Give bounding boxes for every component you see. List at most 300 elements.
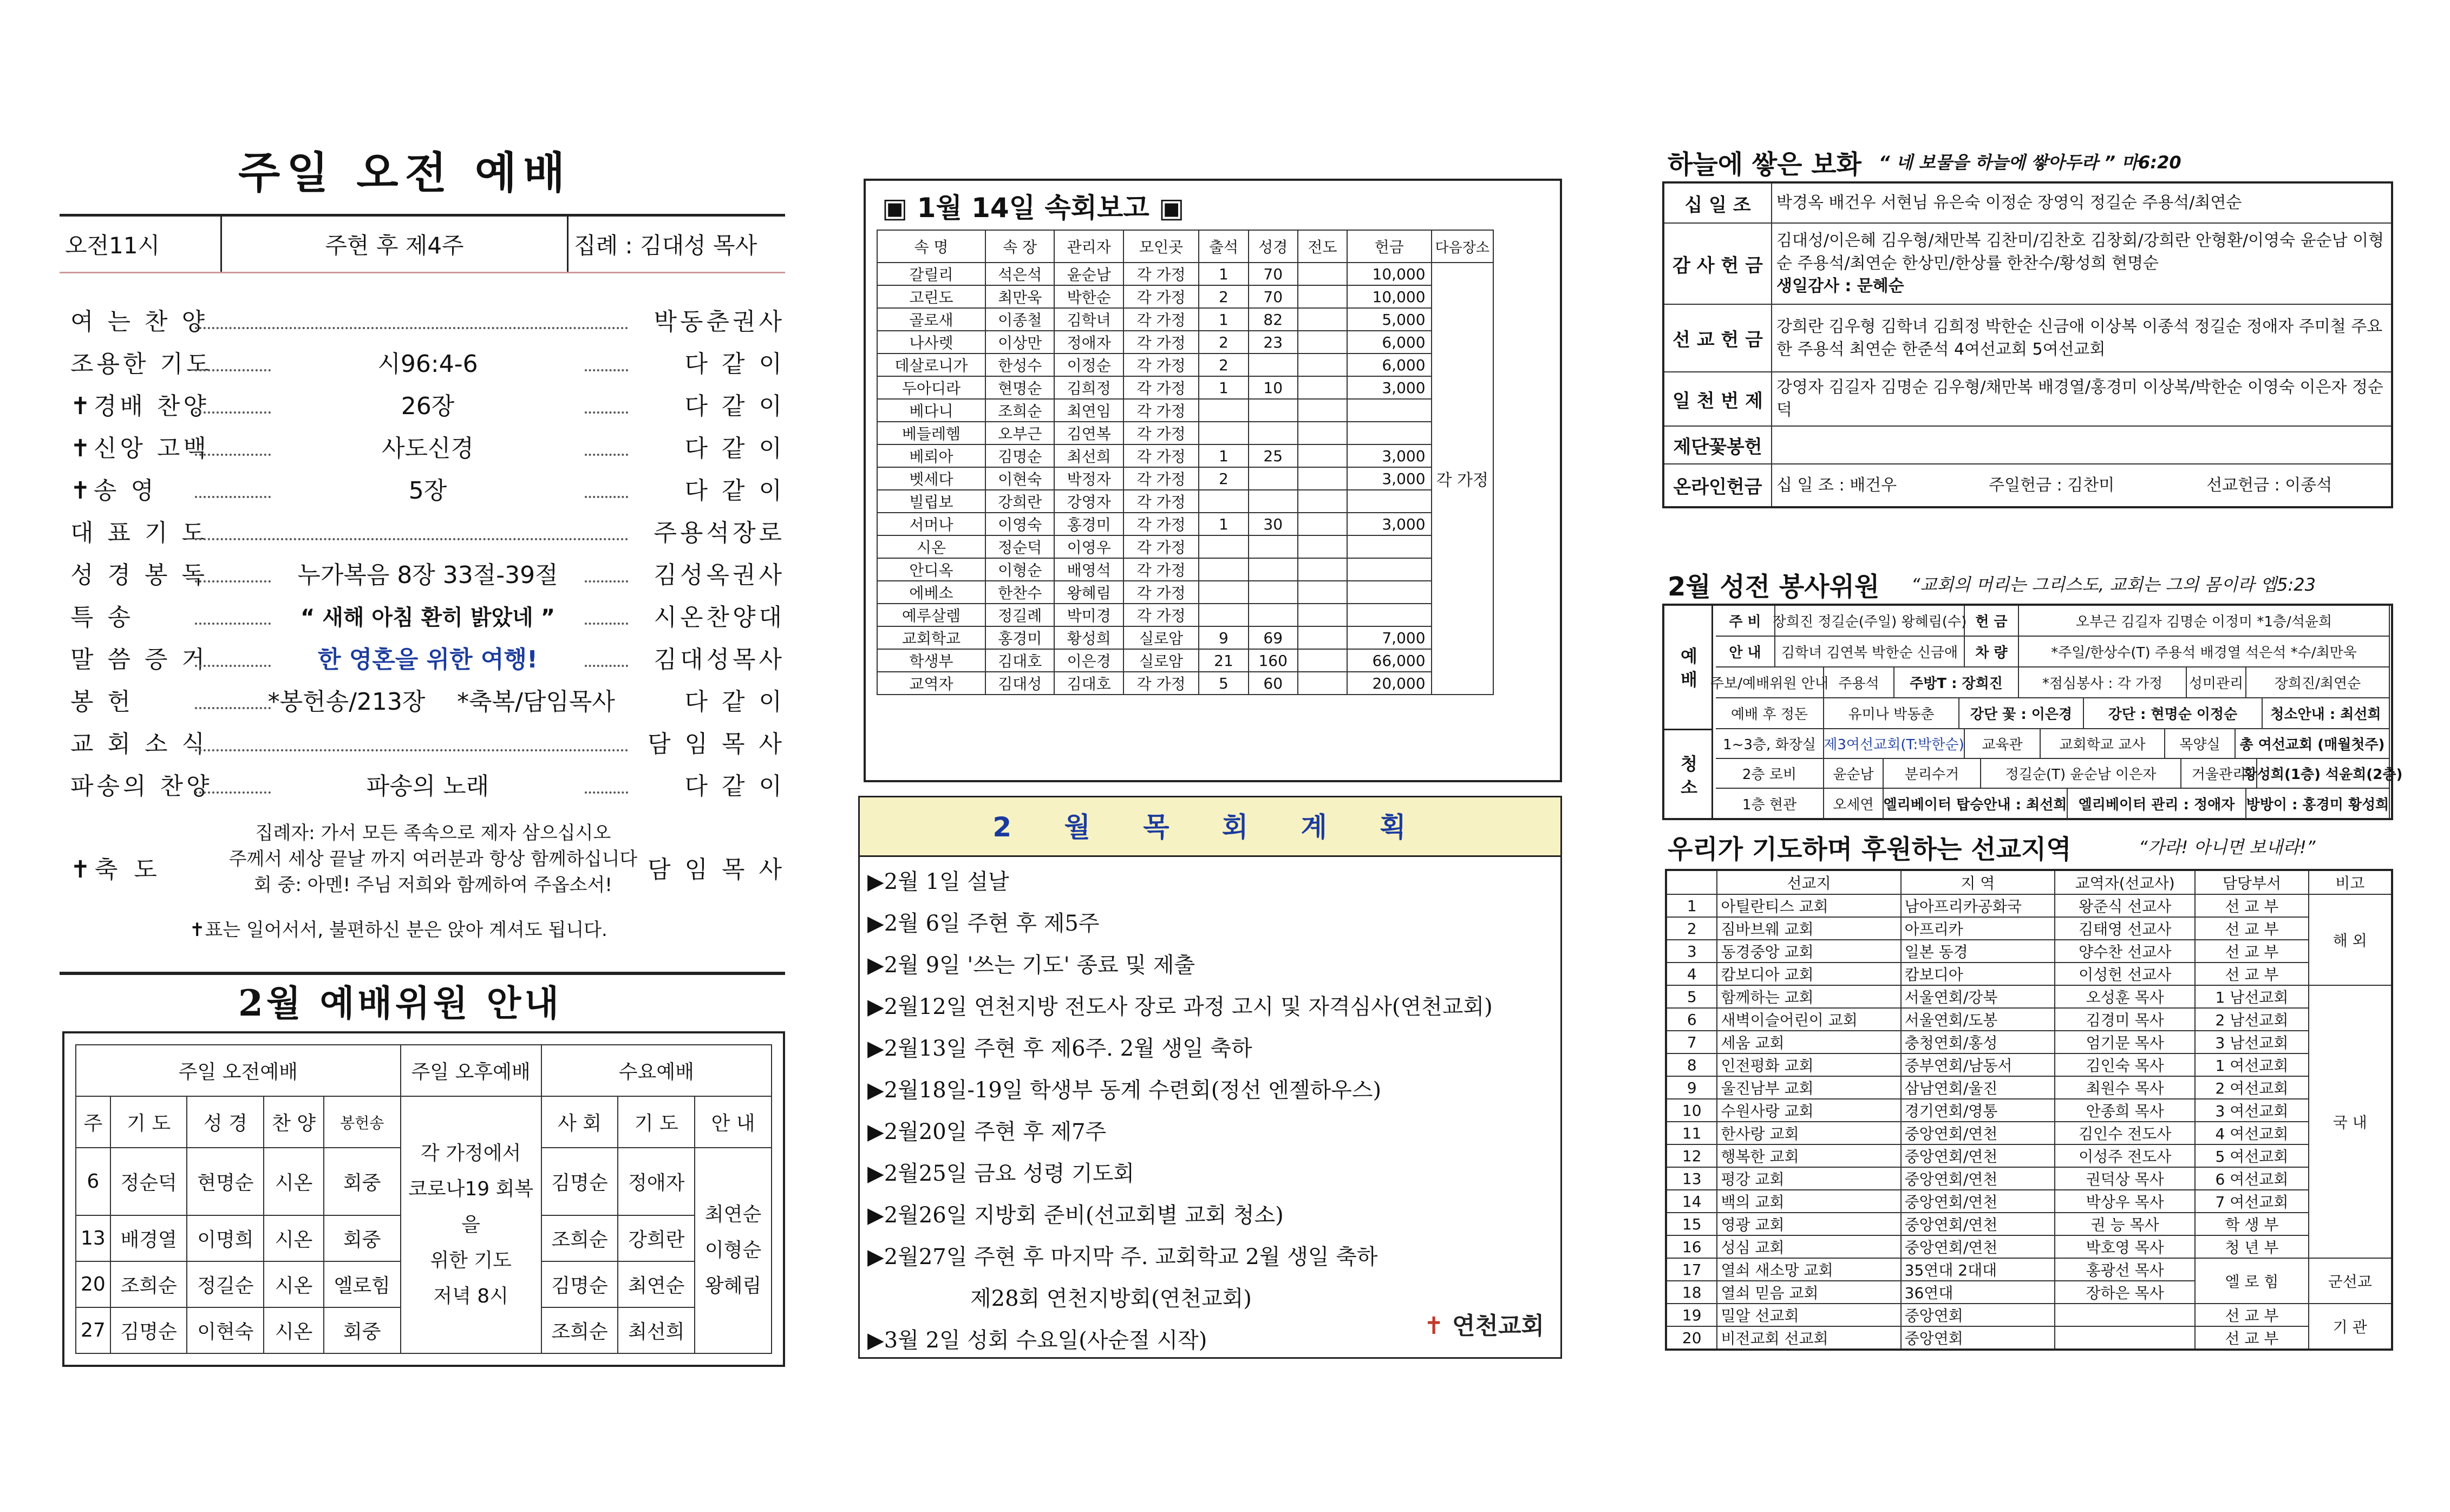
- mission-cell: 일본 동경: [1901, 940, 2055, 963]
- mission-cell: 3 남선교회: [2195, 1031, 2308, 1053]
- online-mission: 선교헌금 : 이종석: [2206, 475, 2333, 495]
- mission-cell: 3: [1666, 940, 1717, 963]
- offering-row: [1663, 426, 2392, 464]
- offering-text: 강희란 김우형 김학녀 김희정 박한순 신금애 이상복 이종석 정길순 정애자 주미철 주요한 주용석 최연순 한준석 4여선교회 5여선교회: [1776, 317, 2383, 359]
- mission-cell: 오성훈 목사: [2055, 985, 2195, 1008]
- offering-names: [1772, 372, 2392, 426]
- guide: 왕혜림: [704, 1275, 762, 1297]
- group-pm: 주일 오후예배: [401, 1045, 541, 1096]
- report-cell: 각 가정: [1123, 354, 1199, 376]
- duty-cell: 시온: [264, 1307, 324, 1353]
- report-cell: 9: [1199, 626, 1248, 649]
- plan-item: ▶2월 1일 설날: [867, 869, 1009, 894]
- mission-cell: 중앙연회: [1901, 1304, 2055, 1326]
- report-cell: 각 가정: [1123, 581, 1199, 604]
- mission-cell: 김인수 전도사: [2055, 1122, 2195, 1144]
- mission-cell: 3 여선교회: [2195, 1099, 2308, 1122]
- report-row: [877, 490, 1493, 513]
- report-cell: 최만욱: [985, 285, 1054, 308]
- duty-cell: 회중: [324, 1148, 401, 1215]
- service-cell: 엘리베이터 탑승안내 : 최선희: [1884, 789, 2068, 819]
- report-cell: 윤순남: [1054, 263, 1123, 285]
- order-label: 말 씀 증 거: [70, 646, 208, 673]
- report-cell: 각 가정: [1123, 490, 1199, 513]
- mission-cell: 엘 로 힘: [2195, 1258, 2308, 1304]
- mission-cell: 세움 교회: [1717, 1031, 1900, 1053]
- mission-row: [1666, 1076, 2392, 1099]
- report-cell: [1249, 581, 1298, 604]
- order-row: [70, 514, 785, 552]
- col-header: 찬 양: [264, 1096, 324, 1148]
- service-cell: *점심봉사 : 각 가정: [2019, 667, 2187, 697]
- order-row: [70, 430, 785, 468]
- order-row: [70, 345, 785, 383]
- report-cell: 160: [1249, 649, 1298, 672]
- leader-dots: [195, 645, 271, 667]
- mission-cell: 10: [1666, 1099, 1717, 1122]
- mission-cell: 안종희 목사: [2055, 1099, 2195, 1122]
- mission-row: [1666, 1008, 2392, 1031]
- worship-header: [60, 214, 785, 273]
- report-header: 모인곳: [1123, 230, 1199, 263]
- report-cell: 1: [1199, 263, 1248, 285]
- plan-item: ▶2월20일 주현 후 제7주: [867, 1120, 1107, 1144]
- report-cell: [1199, 581, 1248, 604]
- mission-cell: 권 능 목사: [2055, 1213, 2195, 1235]
- mission-cell: 한사랑 교회: [1717, 1122, 1900, 1144]
- order-label: 여 는 찬 양: [70, 308, 208, 336]
- mission-cell: 6 여선교회: [2195, 1167, 2308, 1190]
- report-cell: 각 가정: [1123, 672, 1199, 695]
- mission-cell: 서울연회/도봉: [1901, 1008, 2055, 1031]
- leader-dots: [585, 476, 628, 498]
- mission-cell: 함께하는 교회: [1717, 985, 1900, 1008]
- mission-cell: 1 여선교회: [2195, 1053, 2308, 1076]
- mission-cell: 11: [1666, 1122, 1717, 1144]
- service-row: [1716, 698, 2390, 729]
- report-cell: [1298, 581, 1347, 604]
- mission-cell: 13: [1666, 1167, 1717, 1190]
- order-leader: 주용석장로: [654, 519, 785, 547]
- report-cell: [1249, 558, 1298, 581]
- order-leader: 담 임 목 사: [648, 730, 785, 758]
- service-cell: 헌 금: [1965, 606, 2019, 636]
- report-title: ▣ 1월 14일 속회보고 ▣: [882, 192, 1185, 224]
- report-cell: 이은경: [1054, 649, 1123, 672]
- report-row: [877, 308, 1493, 331]
- report-cell: 오부근: [985, 422, 1054, 444]
- report-cell: 갈릴리: [877, 263, 985, 285]
- report-cell: 이영숙: [985, 513, 1054, 535]
- order-leader: 박동춘권사: [654, 308, 785, 336]
- order-leader: 다 같 이: [684, 688, 785, 716]
- mission-cell: 1 남선교회: [2195, 985, 2308, 1008]
- order-label: 성 경 봉 독: [70, 561, 208, 589]
- offering-names: [1772, 426, 2392, 464]
- duty-cell: 최연순: [618, 1261, 695, 1307]
- service-rows: [1710, 606, 2403, 819]
- mission-header: 선교지: [1717, 870, 1900, 894]
- report-cell: 강영자: [1054, 490, 1123, 513]
- mission-cell: 7: [1666, 1031, 1717, 1053]
- plan-item: ▶2월27일 주현 후 마지막 주. 교회학교 2월 생일 축하: [867, 1245, 1378, 1269]
- report-cell: 최연임: [1054, 399, 1123, 422]
- service-cell: 안 내: [1716, 637, 1775, 666]
- report-cell: 각 가정: [1123, 558, 1199, 581]
- service-cell: 청소안내 : 최선희: [2263, 698, 2390, 728]
- offering-row: [1663, 304, 2392, 372]
- offering-names: [1772, 223, 2392, 304]
- mission-cell: 박상우 목사: [2055, 1190, 2195, 1213]
- duty-cell: 정순덕: [110, 1148, 187, 1215]
- report-row: [877, 535, 1493, 558]
- mission-cell: 남아프리카공화국: [1901, 894, 2055, 917]
- service-row: [1716, 637, 2390, 667]
- leader-dots: [585, 772, 628, 794]
- report-cell: [1199, 604, 1248, 626]
- leader-dots: [585, 392, 628, 414]
- duty-cell: 20: [76, 1261, 110, 1307]
- offering-names: [1772, 182, 2392, 223]
- report-cell: 7,000: [1347, 626, 1431, 649]
- duty-cell: 조희순: [541, 1307, 618, 1353]
- plan-item: ▶2월18일-19일 학생부 동계 수련회(정선 엔젤하우스): [867, 1078, 1382, 1103]
- report-row: [877, 444, 1493, 467]
- mission-verse: “가라! 아니면 보내라!”: [2139, 837, 2316, 858]
- order-row: [70, 768, 785, 806]
- col-header: 기 도: [618, 1096, 695, 1148]
- mission-cell: 중앙연회/연천: [1901, 1190, 2055, 1213]
- duty-cell: 회중: [324, 1215, 401, 1261]
- mission-row: [1666, 1304, 2392, 1326]
- report-row: [877, 649, 1493, 672]
- mission-cell: 권덕상 목사: [2055, 1167, 2195, 1190]
- service-verse: “교회의 머리는 그리스도, 교회는 그의 몸이라 엡5:23: [1911, 574, 2316, 595]
- report-cell: 에베소: [877, 581, 985, 604]
- pm-plan: [401, 1096, 541, 1353]
- report-cell: 69: [1249, 626, 1298, 649]
- service-cell: 황성희(1층) 석윤희(2층): [2257, 759, 2390, 788]
- report-cell: 강희란: [985, 490, 1054, 513]
- service-row: [1716, 606, 2390, 637]
- guide: 이형순: [704, 1239, 762, 1261]
- order-label: 교 회 소 식: [70, 730, 208, 758]
- report-cell: 현명순: [985, 376, 1054, 399]
- service-cell: 오세연: [1824, 789, 1884, 819]
- offering-row: [1663, 182, 2392, 223]
- order-detail: 파송의 노래: [366, 773, 489, 800]
- mission-cell: 18: [1666, 1281, 1717, 1304]
- order-leader: 시온찬양대: [654, 604, 785, 631]
- mission-cell: 이성헌 선교사: [2055, 963, 2195, 985]
- report-cell: 예루살렘: [877, 604, 985, 626]
- mission-cell: 새벽이슬어린이 교회: [1717, 1008, 1900, 1031]
- mission-cell: 8: [1666, 1053, 1717, 1076]
- col-header: 주: [76, 1096, 110, 1148]
- report-cell: 5: [1199, 672, 1248, 695]
- report-cell: 3,000: [1347, 376, 1431, 399]
- report-cell: 김학녀: [1054, 308, 1123, 331]
- mission-table: [1665, 869, 2393, 1351]
- mission-cell: 청 년 부: [2195, 1235, 2308, 1258]
- mission-cell: 울진남부 교회: [1717, 1076, 1900, 1099]
- report-cell: [1298, 399, 1347, 422]
- report-cell: [1347, 604, 1431, 626]
- remark-domestic: 국 내: [2309, 985, 2392, 1258]
- order-row: [70, 303, 785, 341]
- mission-row: [1666, 1167, 2392, 1190]
- mission-cell: 성심 교회: [1717, 1235, 1900, 1258]
- mission-row: [1666, 1053, 2392, 1076]
- report-cell: [1347, 490, 1431, 513]
- mission-cell: 2 남선교회: [2195, 1008, 2308, 1031]
- service-cell: 강단 꽃 : 이은경: [1959, 698, 2084, 728]
- mission-cell: 15: [1666, 1213, 1717, 1235]
- order-detail: “ 새해 아침 환히 밝았네 ”: [300, 605, 555, 630]
- mission-row: [1666, 940, 2392, 963]
- service-title: 2월 성전 봉사위원: [1668, 572, 1880, 602]
- mission-cell: 중앙연회/연천: [1901, 1213, 2055, 1235]
- report-cell: 데살로니가: [877, 354, 985, 376]
- report-cell: 70: [1249, 263, 1298, 285]
- report-cell: 각 가정: [1123, 399, 1199, 422]
- plan-box: [858, 796, 1562, 1359]
- offering-label: 선 교 헌 금: [1663, 304, 1772, 372]
- plan-item: ▶2월12일 연천지방 전도사 장로 과정 고시 및 자격심사(연천교회): [867, 994, 1493, 1019]
- leader-dots: [195, 519, 628, 540]
- offering-names: [1772, 464, 2392, 507]
- service-cell: 김학녀 김연복 박한순 신금애: [1775, 637, 1965, 666]
- service-cell: 장희진/최연순: [2246, 667, 2390, 697]
- mission-cell: 캄보디아: [1901, 963, 2055, 985]
- plan-item: ▶2월25일 금요 성령 기도회: [867, 1161, 1135, 1186]
- service-row: [1716, 729, 2390, 759]
- order-detail: 26장: [401, 392, 455, 420]
- service-cell: 교육관: [1965, 729, 2041, 758]
- report-cell: [1347, 399, 1431, 422]
- report-cell: [1249, 535, 1298, 558]
- report-cell: 박한순: [1054, 285, 1123, 308]
- report-cell: 이현숙: [985, 467, 1054, 490]
- report-cell: 정길례: [985, 604, 1054, 626]
- report-header: 관리자: [1054, 230, 1123, 263]
- report-row: [877, 558, 1493, 581]
- mission-cell: 중부연회/남동서: [1901, 1053, 2055, 1076]
- mission-cell: 6: [1666, 1008, 1717, 1031]
- col-header: 기 도: [110, 1096, 187, 1148]
- order-label: 파송의 찬양: [70, 773, 213, 800]
- benediction-label: ✝축 도: [70, 856, 161, 883]
- mission-cell: 중앙연회/연천: [1901, 1144, 2055, 1167]
- duty-cell: 시온: [264, 1148, 324, 1215]
- treasure-title: 하늘에 쌓은 보화: [1668, 149, 1861, 180]
- offering-row: [1663, 372, 2392, 426]
- service-cell: 정길순(T) 윤순남 이은자: [1981, 759, 2181, 788]
- order-leader: 다 같 이: [684, 435, 785, 462]
- order-leader: 다 같 이: [684, 350, 785, 378]
- report-cell: 82: [1249, 308, 1298, 331]
- mission-cell: 선 교 부: [2195, 940, 2308, 963]
- order-label: ✝경배 찬양: [70, 392, 210, 420]
- cross-icon: ✝: [1423, 1312, 1444, 1340]
- report-cell: 25: [1249, 444, 1298, 467]
- order-detail: *봉헌송/213장: [267, 688, 426, 716]
- report-cell: 한성수: [985, 354, 1054, 376]
- report-cell: [1199, 399, 1248, 422]
- service-cell: 1~3층, 화장실: [1716, 729, 1824, 758]
- benediction-line: 주께서 세상 끝날 까지 여러분과 항상 함께하십니다: [228, 848, 638, 870]
- report-header: 전도: [1298, 230, 1347, 263]
- report-cell: [1347, 422, 1431, 444]
- report-row: [877, 581, 1493, 604]
- leader-dots: [585, 561, 628, 582]
- mission-cell: 17: [1666, 1258, 1717, 1281]
- mission-cell: 선 교 부: [2195, 1326, 2308, 1350]
- report-row: [877, 399, 1493, 422]
- group-wed: 수요예배: [541, 1045, 772, 1096]
- report-cell: [1298, 535, 1347, 558]
- offering-label: 일 천 번 제: [1663, 372, 1772, 426]
- report-cell: 10: [1249, 376, 1298, 399]
- service-cell: 총 여선교회 (매월첫주): [2236, 729, 2390, 758]
- order-leader: 다 같 이: [684, 773, 785, 800]
- report-cell: 이영우: [1054, 535, 1123, 558]
- mission-cell: 최원수 목사: [2055, 1076, 2195, 1099]
- mission-cell: 백의 교회: [1717, 1190, 1900, 1213]
- mission-header: 지 역: [1901, 870, 2055, 894]
- service-cell: 오부근 김길자 김명순 이정미 *1층/석윤희: [2019, 606, 2390, 636]
- report-cell: 홍경미: [1054, 513, 1123, 535]
- report-cell: 교역자: [877, 672, 985, 695]
- report-cell: [1199, 558, 1248, 581]
- report-header: 성경: [1249, 230, 1298, 263]
- report-cell: 김희정: [1054, 376, 1123, 399]
- service-cell: 장희진 정길순(주일) 왕혜림(수): [1775, 606, 1965, 636]
- duty-cell: 강희란: [618, 1215, 695, 1261]
- order-leader: 김대성목사: [654, 646, 785, 673]
- guide: 최연순: [704, 1203, 762, 1226]
- service-cell: 예배 후 정돈: [1716, 698, 1824, 728]
- report-row: [877, 376, 1493, 399]
- offering-names: [1772, 304, 2392, 372]
- duty-cell: 시온: [264, 1261, 324, 1307]
- service-cell: 방방이 : 홍경미 황성희: [2246, 789, 2390, 819]
- duty-cell: 회중: [324, 1307, 401, 1353]
- offering-label: 십 일 조: [1663, 182, 1772, 223]
- report-cell: 5,000: [1347, 308, 1431, 331]
- mission-cell: 16: [1666, 1235, 1717, 1258]
- mission-cell: 아틸란티스 교회: [1717, 894, 1900, 917]
- mission-cell: 아프리카: [1901, 917, 2055, 940]
- mission-cell: 선 교 부: [2195, 894, 2308, 917]
- duty-cell: 김명순: [541, 1261, 618, 1307]
- benediction-line: 집례자: 가서 모든 족속으로 제자 삼으십시오: [255, 822, 611, 844]
- report-cell: 안디옥: [877, 558, 985, 581]
- report-cell: [1298, 626, 1347, 649]
- mission-cell: 행복한 교회: [1717, 1144, 1900, 1167]
- report-header: 다음장소: [1432, 230, 1493, 263]
- order-leader: 다 같 이: [684, 477, 785, 505]
- mission-cell: 열쇠 새소망 교회: [1717, 1258, 1900, 1281]
- mission-cell: 인전평화 교회: [1717, 1053, 1900, 1076]
- mission-cell: 홍광선 목사: [2055, 1258, 2195, 1281]
- service-row: [1710, 667, 2390, 698]
- offering-label: 제단꽃봉헌: [1663, 426, 1772, 464]
- mission-header: 비고: [2309, 870, 2392, 894]
- col-header: 안 내: [695, 1096, 772, 1148]
- order-label: 봉 헌: [70, 688, 134, 716]
- report-cell: 왕혜림: [1054, 581, 1123, 604]
- service-cell: 강단 : 현명순 이정순: [2084, 698, 2263, 728]
- report-cell: 박정자: [1054, 467, 1123, 490]
- report-cell: 이정순: [1054, 354, 1123, 376]
- report-cell: 골로새: [877, 308, 985, 331]
- mission-cell: 19: [1666, 1304, 1717, 1326]
- report-cell: 이종철: [985, 308, 1054, 331]
- mission-cell: 양수찬 선교사: [2055, 940, 2195, 963]
- mission-cell: [2055, 1304, 2195, 1326]
- report-cell: 베들레헴: [877, 422, 985, 444]
- report-cell: 한찬수: [985, 581, 1054, 604]
- report-cell: [1298, 354, 1347, 376]
- mission-row: [1666, 1235, 2392, 1258]
- report-cell: [1249, 467, 1298, 490]
- mission-cell: 5 여선교회: [2195, 1144, 2308, 1167]
- service-cell: *주일/한상수(T) 주용석 배경열 석은석 *수/최만욱: [2019, 637, 2390, 666]
- remark-org: 기 관: [2309, 1304, 2392, 1350]
- duty-cell: 조희순: [541, 1215, 618, 1261]
- mission-cell: 짐바브웨 교회: [1717, 917, 1900, 940]
- mission-cell: 열쇠 믿음 교회: [1717, 1281, 1900, 1304]
- report-cell: 시온: [877, 535, 985, 558]
- order-row: [70, 725, 785, 763]
- report-cell: [1298, 558, 1347, 581]
- service-cell: 유미나 박동춘: [1824, 698, 1959, 728]
- service-cell: 엘리베이터 관리 : 정애자: [2068, 789, 2246, 819]
- service-cell: 성미관리: [2187, 667, 2246, 697]
- church-logo: [1424, 1306, 1544, 1341]
- report-cell: 3,000: [1347, 513, 1431, 535]
- order-label: 특 송: [70, 604, 134, 631]
- leader-dots: [585, 350, 628, 371]
- report-header: 속 장: [985, 230, 1054, 263]
- report-cell: 조희순: [985, 399, 1054, 422]
- report-row: [877, 263, 1493, 285]
- mission-header: [1666, 870, 1717, 894]
- report-cell: 2: [1199, 285, 1248, 308]
- mission-cell: 선 교 부: [2195, 963, 2308, 985]
- worship-title: 주일 오전 예배: [238, 147, 572, 198]
- benediction-leader: 담 임 목 사: [648, 856, 785, 883]
- report-header: 속 명: [877, 230, 985, 263]
- mission-cell: 4: [1666, 963, 1717, 985]
- mission-cell: 충청연회/홍성: [1901, 1031, 2055, 1053]
- report-cell: 10,000: [1347, 263, 1431, 285]
- report-row: [877, 285, 1493, 308]
- report-cell: 각 가정: [1123, 467, 1199, 490]
- report-cell: 각 가정: [1123, 263, 1199, 285]
- report-cell: 1: [1199, 308, 1248, 331]
- mission-cell: 경기연회/영통: [1901, 1099, 2055, 1122]
- mission-cell: 35연대 2대대: [1901, 1258, 2055, 1281]
- service-cell: 차 량: [1965, 637, 2019, 666]
- report-cell: 60: [1249, 672, 1298, 695]
- report-cell: [1249, 422, 1298, 444]
- duty-title: 2월 예배위원 안내: [238, 982, 563, 1024]
- order-label: 대 표 기 도: [70, 519, 208, 547]
- report-cell: 정순덕: [985, 535, 1054, 558]
- report-cell: [1298, 376, 1347, 399]
